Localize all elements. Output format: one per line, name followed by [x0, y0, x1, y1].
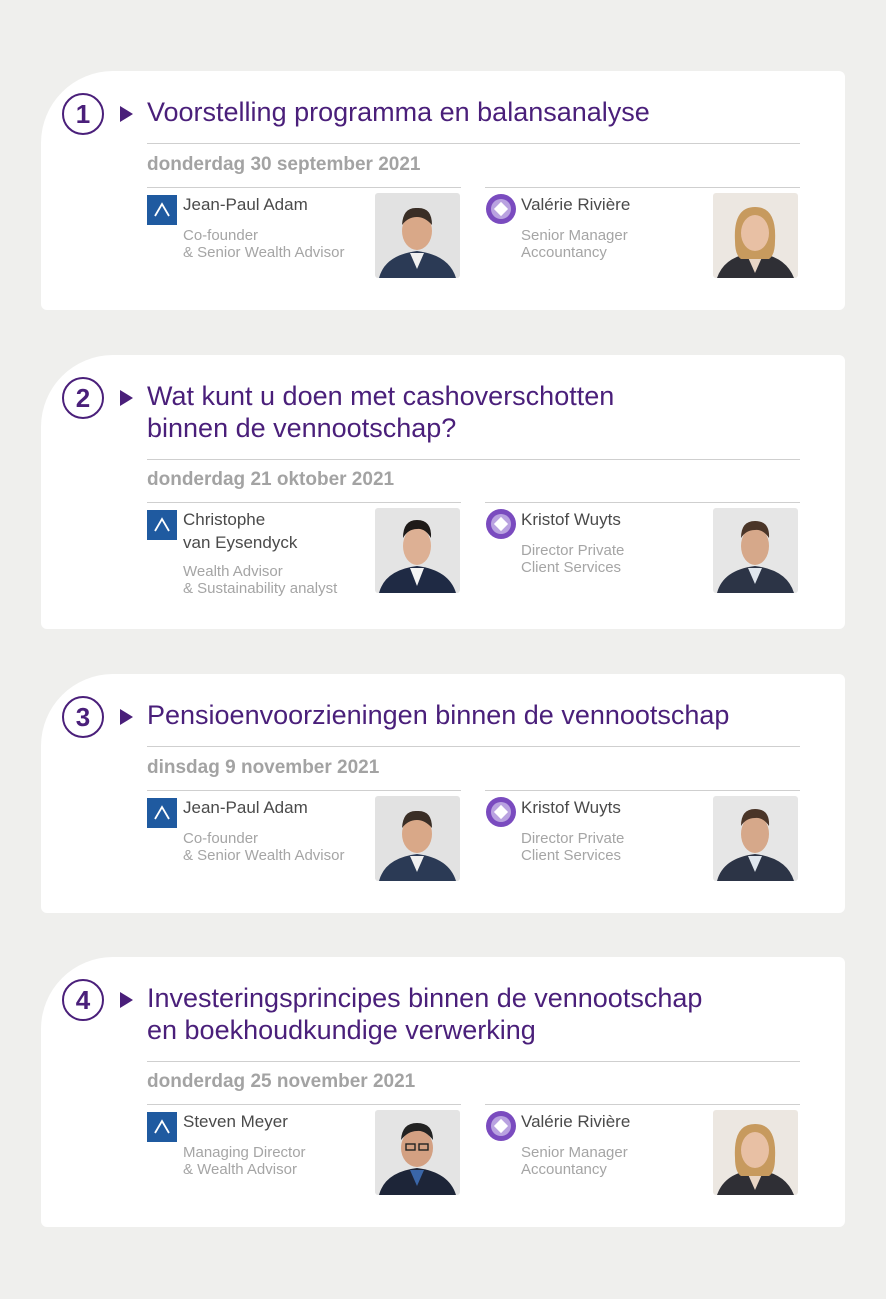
session-card-3: [41, 674, 845, 913]
purple-swirl-logo: [485, 796, 517, 828]
speaker-photo: [375, 508, 460, 593]
speaker-right: [485, 790, 805, 882]
session-number: 4: [62, 979, 104, 1021]
session-title: Voorstelling programma en balansanalyse: [147, 97, 650, 127]
speaker-role: Director Private Client Services: [521, 542, 625, 576]
divider: [147, 459, 800, 460]
speaker-photo: [713, 508, 798, 593]
divider: [147, 746, 800, 747]
play-arrow-icon: [120, 106, 133, 122]
blue-chevron-logo: [147, 798, 177, 828]
speaker-name: Valérie Rivière: [521, 1112, 631, 1131]
divider: [147, 1061, 800, 1062]
speaker-right: [485, 1104, 805, 1196]
speaker-role: Wealth Advisor & Sustainability analyst: [183, 563, 338, 597]
speaker-role: Managing Director & Wealth Advisor: [183, 1144, 306, 1178]
speaker-photo: [375, 796, 460, 881]
session-title: Wat kunt u doen met cashoverschotten binnen de vennootschap?: [147, 381, 615, 443]
speaker-right: [485, 187, 805, 279]
speaker-role: Senior Manager Accountancy: [521, 227, 628, 261]
speaker-photo: [713, 193, 798, 278]
session-date: donderdag 30 september 2021: [147, 154, 421, 175]
speaker-photo: [375, 193, 460, 278]
speaker-name: Jean-Paul Adam: [183, 798, 308, 817]
play-arrow-icon: [120, 390, 133, 406]
speaker-photo: [713, 796, 798, 881]
speaker-left: [147, 790, 467, 882]
speaker-photo: [375, 1110, 460, 1195]
session-card-2: [41, 355, 845, 629]
speaker-photo: [713, 1110, 798, 1195]
purple-swirl-logo: [485, 1110, 517, 1142]
session-date: dinsdag 9 november 2021: [147, 757, 380, 778]
speaker-role: Co-founder & Senior Wealth Advisor: [183, 830, 345, 864]
session-number: 1: [62, 93, 104, 135]
session-title: Investeringsprincipes binnen de vennootschap en boekhoudkundige verwerking: [147, 983, 703, 1045]
speaker-left: [147, 502, 467, 597]
session-number: 3: [62, 696, 104, 738]
speaker-role: Co-founder & Senior Wealth Advisor: [183, 227, 345, 261]
speaker-name: Kristof Wuyts: [521, 510, 621, 529]
speaker-name: Valérie Rivière: [521, 195, 631, 214]
session-card-1: [41, 71, 845, 310]
speaker-name: Christophe van Eysendyck: [183, 510, 298, 552]
speaker-right: [485, 502, 805, 594]
speaker-left: [147, 1104, 467, 1196]
speaker-name: Kristof Wuyts: [521, 798, 621, 817]
speaker-left: [147, 187, 467, 279]
purple-swirl-logo: [485, 508, 517, 540]
speaker-role: Senior Manager Accountancy: [521, 1144, 628, 1178]
blue-chevron-logo: [147, 510, 177, 540]
divider: [147, 143, 800, 144]
blue-chevron-logo: [147, 1112, 177, 1142]
session-card-4: [41, 957, 845, 1227]
speaker-role: Director Private Client Services: [521, 830, 625, 864]
play-arrow-icon: [120, 992, 133, 1008]
speaker-name: Jean-Paul Adam: [183, 195, 308, 214]
session-date: donderdag 25 november 2021: [147, 1071, 416, 1092]
play-arrow-icon: [120, 709, 133, 725]
blue-chevron-logo: [147, 195, 177, 225]
session-date: donderdag 21 oktober 2021: [147, 469, 395, 490]
purple-swirl-logo: [485, 193, 517, 225]
session-title: Pensioenvoorzieningen binnen de vennootschap: [147, 700, 730, 730]
speaker-name: Steven Meyer: [183, 1112, 288, 1131]
session-number: 2: [62, 377, 104, 419]
